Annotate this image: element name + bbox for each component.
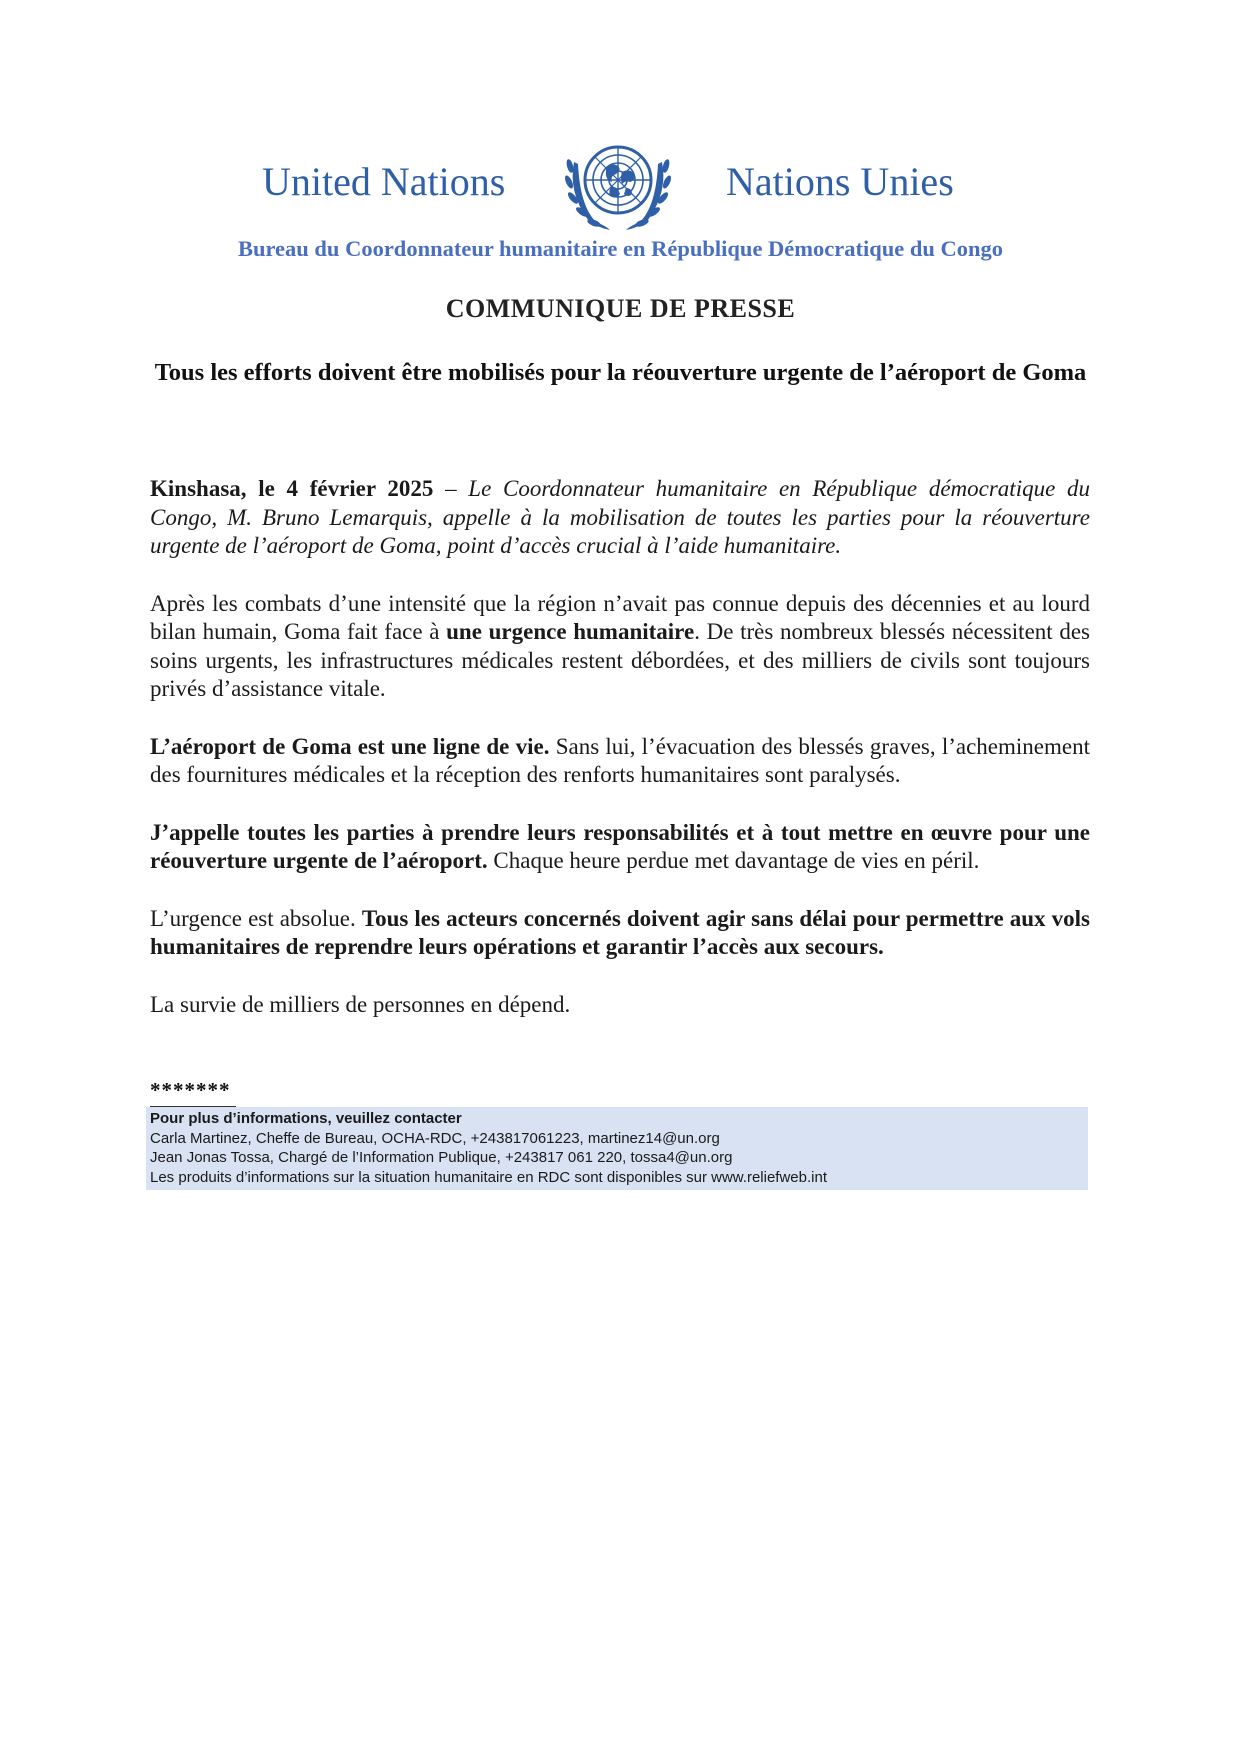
separator-stars: *******: [150, 1078, 231, 1102]
org-name-english: United Nations: [262, 159, 506, 204]
press-release-label: COMMUNIQUE DE PRESSE: [445, 294, 796, 323]
paragraph-3: [150, 733, 1090, 790]
paragraph-3-bold: L’aéroport de Goma est une ligne de vie.: [150, 733, 550, 759]
letterhead: [0, 128, 1241, 238]
paragraph-4-bold: J’appelle toutes les parties à prendre leurs responsabilités et à tout mettre en œuvre pour une réouverture urgente de l’aéroport.: [150, 819, 1090, 873]
org-name-french: Nations Unies: [726, 159, 954, 204]
un-emblem-icon: [560, 132, 676, 236]
contact-line-2: Jean Jonas Tossa, Chargé de l’Information Publique, +243817 061 220, tossa4@un.org: [150, 1149, 733, 1166]
contact-line-1: Carla Martinez, Cheffe de Bureau, OCHA-RDC, +243817061223, martinez14@un.org: [150, 1129, 720, 1147]
contact-line-3: Les produits d’informations sur la situation humanitaire en RDC sont disponibles sur www.reliefweb.int: [150, 1168, 827, 1186]
paragraph-3-text: Sans lui, l’évacuation des blessés graves, l’acheminement des fournitures médicales et la réception des renforts humanitaires sont paralysés.: [150, 733, 1090, 787]
paragraph-5-bold: Tous les acteurs concernés doivent agir sans délai pour permettre aux vols humanitaires de reprendre leurs opérations et garantir l’accès aux secours.: [150, 905, 1090, 959]
paragraph-4-text: Chaque heure perdue met davantage de vies en péril.: [487, 848, 980, 873]
paragraph-2-text-b: . De très nombreux blessés nécessitent des soins urgents, les infrastructures médicales restent débordées, et des milliers de civils sont toujours privés d’assistance vitale.: [150, 619, 1091, 701]
paragraph-5: [150, 905, 1090, 962]
press-body: [150, 475, 1090, 1048]
paragraph-2: [150, 590, 1090, 704]
paragraph-5-text: L’urgence est absolue.: [150, 905, 362, 931]
lead-paragraph: [150, 475, 1090, 561]
bureau-subtitle: Bureau du Coordonnateur humanitaire en République Démocratique du Congo: [237, 236, 1004, 261]
lead-text: Le Coordonnateur humanitaire en République démocratique du Congo, M. Bruno Lemarquis, appelle à la mobilisation de toutes les parties pour la réouverture urgente de l’aéroport de Goma, point d’accès crucial à l’aide humanitaire.: [150, 476, 1090, 558]
paragraph-2-bold: une urgence humanitaire: [446, 619, 695, 644]
contact-title: Pour plus d’informations, veuillez contacter: [150, 1110, 462, 1127]
paragraph-2-text-a: Après les combats d’une intensité que la région n’avait pas connue depuis des décennies et au lourd bilan humain, Goma fait face à: [150, 590, 1090, 644]
paragraph-6: La survie de milliers de personnes en dépend.: [150, 991, 571, 1017]
paragraph-4: [150, 819, 1090, 876]
dateline: Kinshasa, le 4 février 2025: [150, 476, 434, 501]
contact-box: [146, 1107, 1088, 1190]
headline: Tous les efforts doivent être mobilisés pour la réouverture urgente de l’aéroport de Goma: [154, 359, 1087, 386]
dateline-dash: –: [433, 476, 469, 501]
